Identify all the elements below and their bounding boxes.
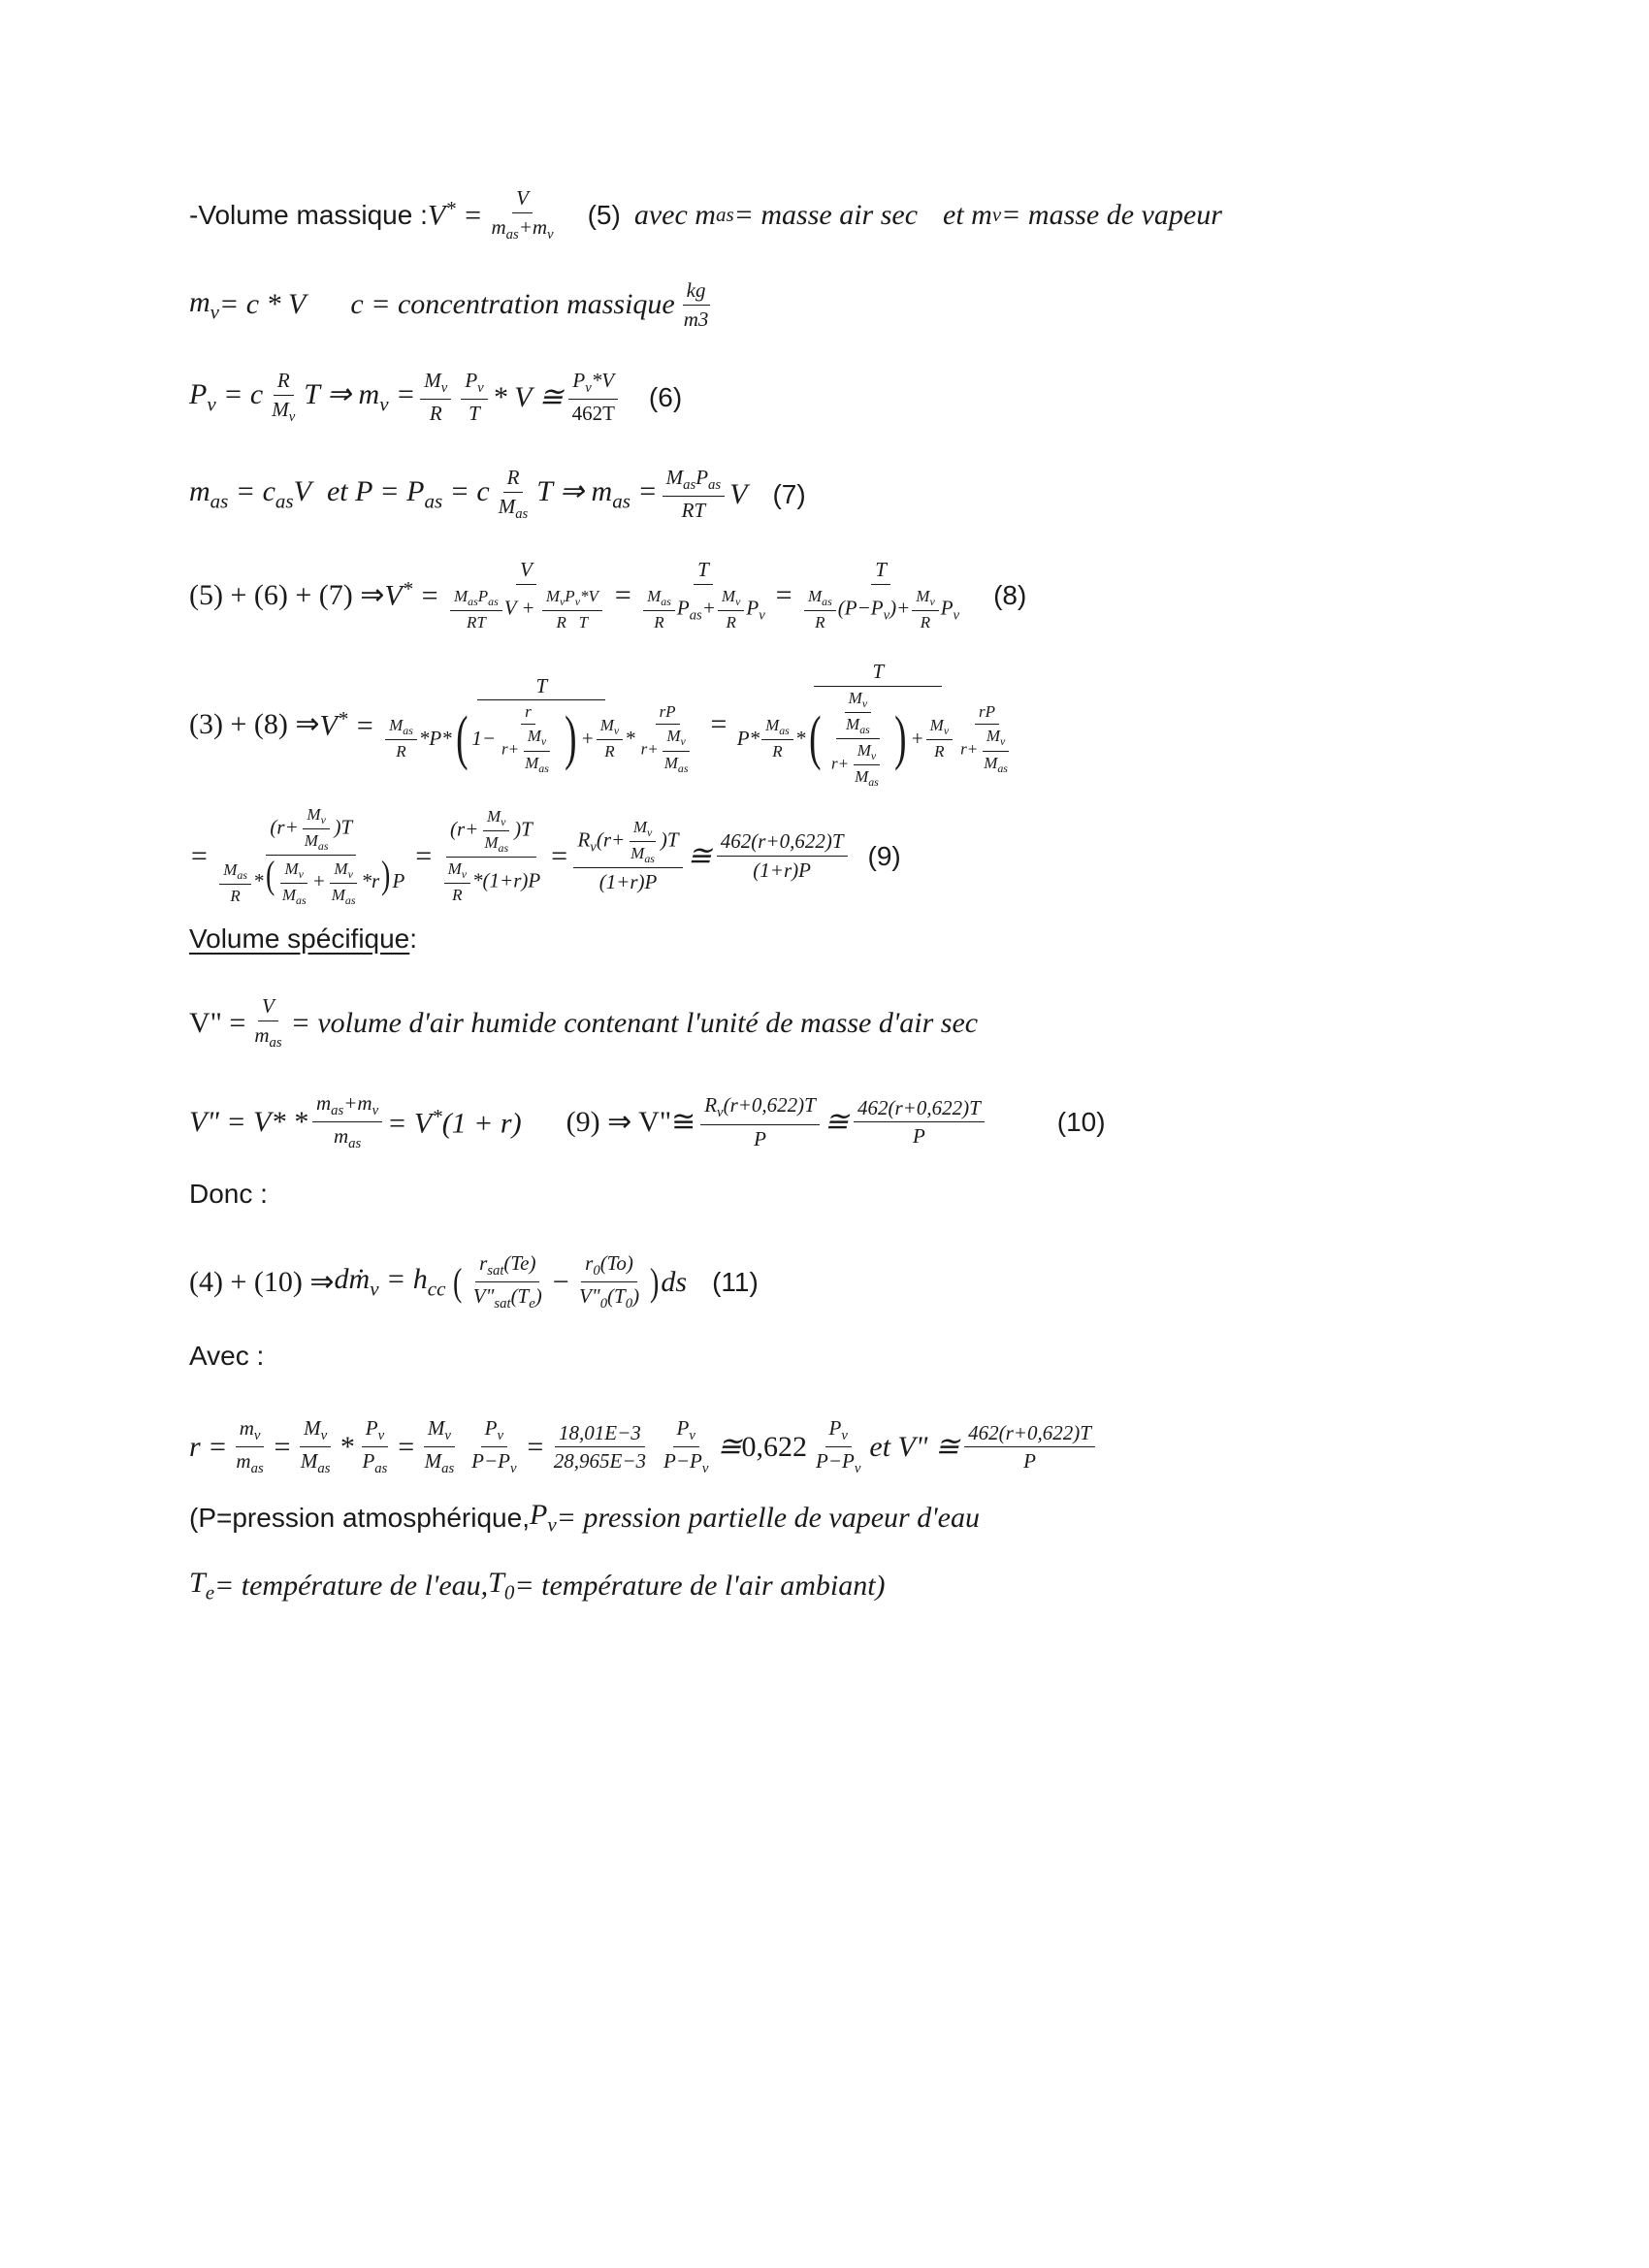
definition-text: = pression partielle de vapeur d'eau — [556, 1501, 980, 1534]
pressure-definition-line: (P=pression atmosphérique, $P_v$ = pression partielle de vapeur d'eau — [189, 1499, 980, 1537]
equation-11-line: (4) + (10) ⇒ dṁ$_v$ = $h_{cc}$ ( $\frac{r_{sat}(Te)}{V"_{sat}(T_e)}$ − $\frac{r_0(To)}{V"_0(T_0)}$ ) ds (11) — [189, 1251, 759, 1312]
definition-text: = température de l'eau, — [214, 1569, 489, 1602]
equation-number: (7) — [772, 478, 806, 509]
unit-fraction: $\frac{kg}{m3}$ — [683, 278, 709, 331]
definition-text: avec m — [633, 198, 716, 231]
equation-8-line: (5) + (6) + (7) ⇒ V* = V $\frac{M_{as}P_{as}}{RT}$ V + $\frac{M_vP_v*V}{\text{R T}}$ = T $\frac{M_{as}}{R}$ $P_{as}+$ $\frac{M_v}{R}$ $P_v$ = T $\frac{M_{as}}{R}$ $(P-P_v)+$ $\frac{M_v}{R}$ $P_v$ (8) — [189, 558, 1027, 632]
equation-number: (6) — [648, 381, 683, 412]
avec-line — [189, 1341, 264, 1372]
donc-label: Donc : — [189, 1179, 268, 1209]
concentration-line: $m_v$ = c * V c = concentration massique $\frac{kg}{m3}$ — [189, 278, 717, 332]
volume-massique-label: -Volume massique : — [189, 199, 428, 230]
equation-number: (11) — [712, 1266, 759, 1297]
definition-text: (P=pression atmosphérique, — [189, 1502, 530, 1533]
equation-6-line: $P_v = c$ $\frac{R}{M_v}$ T ⇒ $m_v$ = $\frac{M_v}{R}$ $\frac{P_v}{T}$ * V ≅ $\frac{P_v*V}{462T}$ (6) — [189, 369, 683, 426]
definition-text: = masse air sec — [733, 198, 919, 231]
temperature-definition-line: $T_e$ = température de l'eau, $T_0$ = température de l'air ambiant) — [189, 1567, 886, 1604]
equation-7-line: $m_{as} = c_{as}V$ et $P = P_{as} = c$ $\frac{R}{M_{as}}$ T ⇒ $m_{as}$ = $\frac{M_{as}P_{as}}{RT}$ V (7) — [189, 466, 806, 523]
avec-label: Avec : — [189, 1341, 265, 1371]
definition-text: et m — [943, 198, 992, 231]
equation-number: (8) — [993, 579, 1027, 610]
definition-text: c = concentration massique — [350, 288, 675, 321]
volume-specifique-heading — [189, 923, 417, 955]
equation-number: (10) — [1056, 1106, 1106, 1137]
definition-text: = masse de vapeur — [1001, 198, 1222, 231]
equation-number: (5) — [587, 199, 621, 230]
specific-volume-def-line: V" = $\frac{V}{m_{as}}$ = volume d'air humide contenant l'unité de masse d'air sec — [189, 994, 979, 1051]
donc-line — [189, 1179, 268, 1210]
ratio-r-line: r = $\frac{m_v}{m_{as}}$ = $\frac{M_v}{M_{as}}$ * $\frac{P_v}{P_{as}}$ = $\frac{M_v}{M_{as}}$ $\frac{P_v}{P-P_v}$ = $\frac{18,01E-3}{28,965E-3}$ $\frac{P_v}{P-P_v}$ ≅ 0,622 $\frac{P_v}{P-P_v}$ et V" ≅ $\frac{462(r+0,622)T}{P}$ — [189, 1416, 1100, 1478]
equation-10-line: V" = V* * $\frac{m_{as}+m_v}{m_{as}}$ = V*(1 + r) (9) ⇒ V"≅ $\frac{R_v(r+0,622)T}{P}$ ≅ $\frac{462(r+0,622)T}{P}$ (10) — [189, 1091, 1106, 1152]
definition-text: = volume d'air humide contenant l'unité de masse d'air sec — [290, 1006, 979, 1039]
fraction: $\frac{V}{m_{as}+m_v}$ — [491, 186, 554, 243]
equation-text: V" = V* * — [189, 1105, 307, 1138]
equation-9-line: = (r+ $\frac{M_v}{M_{as}}$ )T $\frac{M_{as}}{R}$ *( $\frac{M_v}{M_{as}}$ + $\frac{M_v}{M_{as}}$ *r)P = (r+ $\frac{M_v}{M_{as}}$ )T $\frac{M_v}{R}$ *(1+r)P = $R_v(r+$ $\frac{M_v}{M_{as}}$ )T (1+r)P ≅ $\frac{462(r+0,622)T}{(1+r)P}$ (9) — [189, 805, 901, 908]
constant-value: 0,622 — [741, 1430, 808, 1463]
heading-colon: : — [409, 923, 418, 954]
definition-text: = température de l'air ambiant) — [514, 1569, 886, 1602]
equation-5-line: -Volume massique : V* = $\frac{V}{m_{as}+m_v}$ (5) avec m as = masse air sec et m v = masse de vapeur — [189, 186, 1222, 243]
equation-text: = c * V — [219, 288, 307, 321]
equation-3-8-line: (3) + (8) ⇒ V* = T $\frac{M_{as}}{R}$ *P* ( 1− r r+ $\frac{M_v}{M_{as}}$ ) + $\frac{M_v}{R}$ * rP r+ $\frac{M_v}{M_{as}}$ = T P* $\frac{M_{as}}{R}$ * ( $\frac{M_v}{M_{as}}$ r+ $\frac{M_v}{M_{as}}$ ) + $\frac{M_v}{R}$ rP r+ $\frac{M_v}{M_{as}}$ — [189, 660, 1008, 790]
section-heading: Volume spécifique — [189, 923, 410, 954]
equation-number: (9) — [867, 840, 901, 871]
